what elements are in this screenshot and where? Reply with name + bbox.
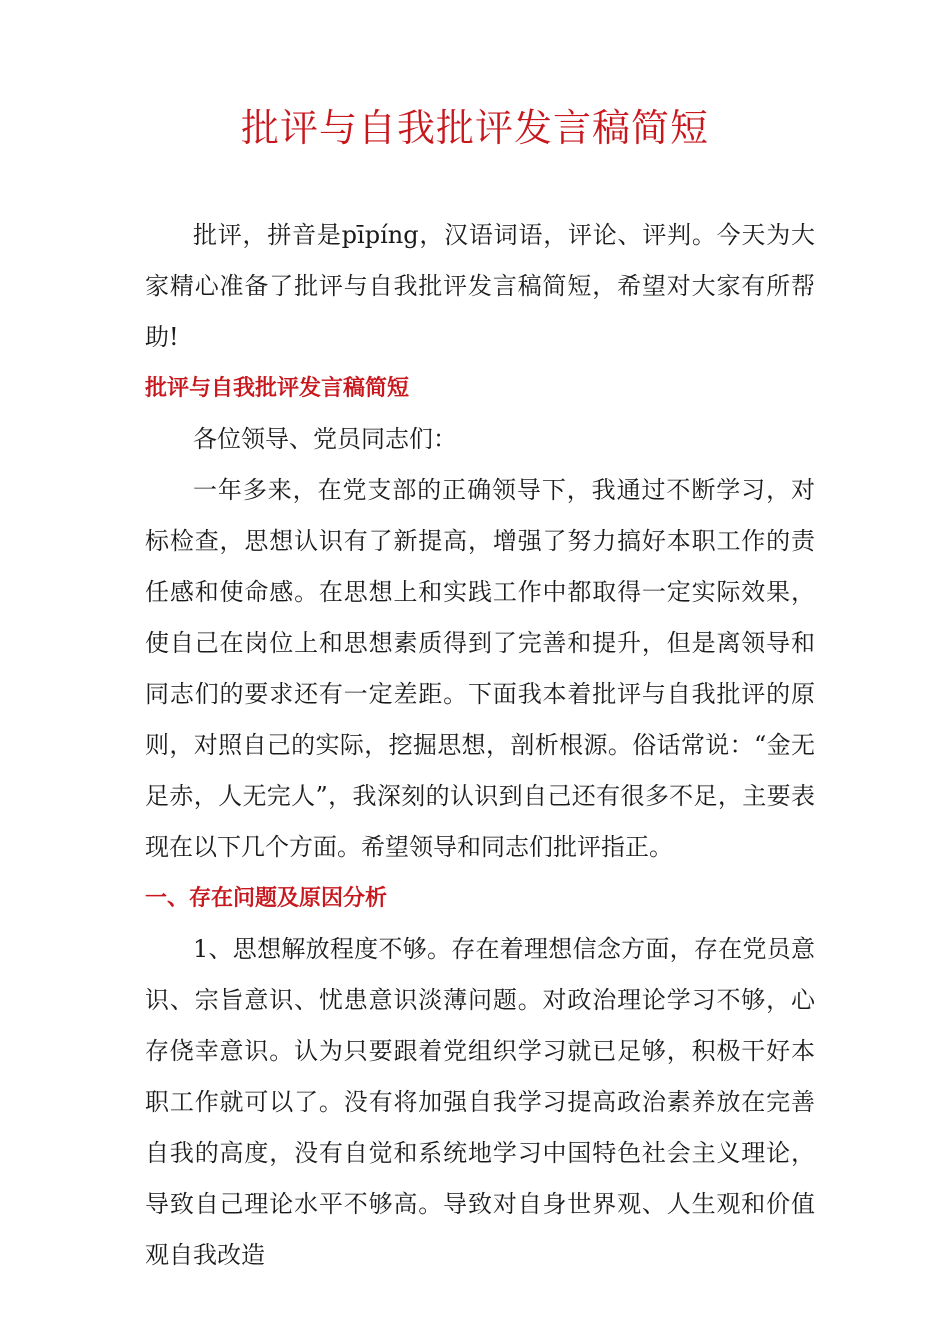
greeting-paragraph: 各位领导、党员同志们： [193,425,457,453]
intro-paragraph: 批评，拼音是pīpíng，汉语词语，评论、评判。今天为大家精心准备了批评与自我批评发言稿简短，希望对大家有所帮助! [145,221,815,351]
body-paragraph-1: 一年多来，在党支部的正确领导下，我通过不断学习，对标检查，思想认识有了新提高，增强了努力搞好本职工作的责任感和使命感。在思想上和实践工作中都取得一定实际效果，使自己在岗位上和思想素质得到了完善和提升，但是离领导和同志们的要求还有一定差距。下面我本着批评与自我批评的原则，对照自己的实际，挖掘思想，剖析根源。俗话常说：“金无足赤，人无完人”，我深刻的认识到自己还有很多不足，主要表现在以下几个方面。希望领导和同志们批评指正。 [145,476,815,861]
document-body [145,210,815,1281]
section-heading: 一、存在问题及原因分析 [145,886,388,911]
subtitle-heading: 批评与自我批评发言稿简短 [145,376,410,401]
body-paragraph-2: 1、思想解放程度不够。存在着理想信念方面，存在党员意识、宗旨意识、忧患意识淡薄问题。对政治理论学习不够，心存侥幸意识。认为只要跟着党组织学习就已足够，积极干好本职工作就可以了。没有将加强自我学习提高政治素养放在完善自我的高度，没有自觉和系统地学习中国特色社会主义理论，导致自己理论水平不够高。导致对自身世界观、人生观和价值观自我改造 [145,935,815,1269]
document-title: 批评与自我批评发言稿简短 [240,106,709,150]
